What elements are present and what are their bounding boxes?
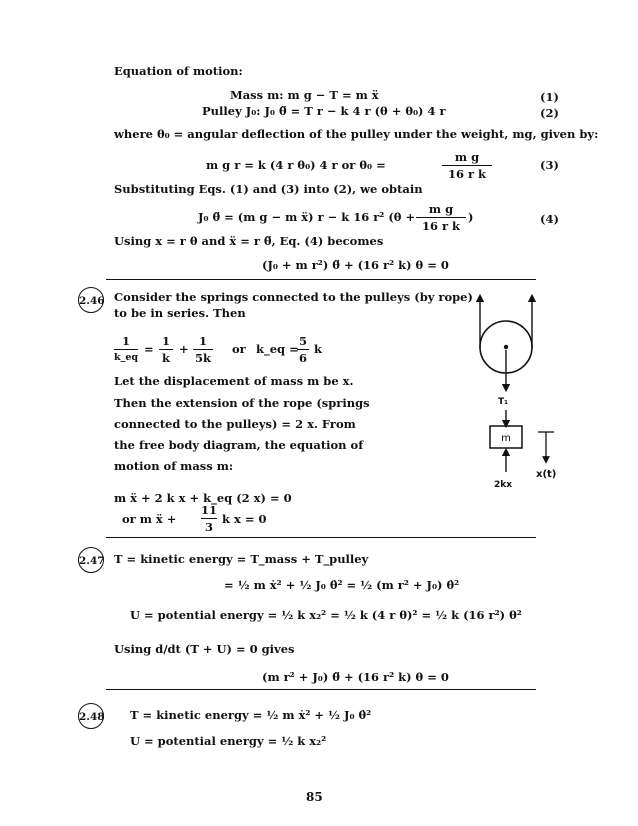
label-x-of-t: x(t)	[536, 469, 557, 480]
keq-term2-den: 5k	[195, 351, 211, 365]
static-frac-num: m g	[454, 150, 480, 164]
problem-badge-2-48: 2.48	[78, 703, 104, 729]
p246-intro-line-1: Consider the springs connected to the pulleys (by rope)	[114, 290, 473, 304]
section-divider	[106, 689, 536, 690]
pulley-axle	[504, 345, 508, 349]
substitution-line: Substituting Eqs. (1) and (3) into (2), we obtain	[114, 182, 423, 196]
final-equation-245: (J₀ + m r²) θ̈ + (16 r² k) θ = 0	[262, 258, 449, 272]
p246-line-4: the free body diagram, the equation of	[114, 438, 364, 452]
eq4-frac-bar	[416, 217, 466, 218]
p246-intro-line-2: to be in series. Then	[114, 306, 246, 320]
static-frac-bar	[442, 165, 492, 166]
eq4-close-paren: )	[468, 210, 474, 224]
keq-equals: =	[144, 342, 154, 356]
eq-tag-1: (1)	[540, 90, 559, 104]
p247-final-equation: (m r² + J₀) θ̈ + (16 r² k) θ = 0	[262, 670, 449, 684]
eq4-frac-den: 16 r k	[421, 219, 461, 233]
p246-eom-2-den: 3	[204, 520, 213, 534]
keq-term2-bar	[193, 349, 213, 350]
p247-using-line: Using d/dt (T + U) = 0 gives	[114, 642, 295, 656]
where-line: where θ₀ = angular deflection of the pulley under the weight, mg, given by:	[114, 127, 599, 141]
keq-plus: +	[179, 342, 189, 356]
pulley-equation: Pulley J₀: J₀ θ̈ = T r − k 4 r (θ + θ₀) 4 r	[202, 104, 446, 118]
label-2kx: 2kx	[494, 480, 513, 490]
keq-lhs-den: k_eq	[113, 352, 139, 363]
label-mass: m	[501, 433, 511, 444]
keq-term1-den: k	[162, 351, 170, 365]
section-divider	[106, 537, 536, 538]
p247-kinetic-energy: T = kinetic energy = T_mass + T_pulley	[114, 552, 369, 566]
p246-eom-1: m ẍ + 2 k x + k_eq (2 x) = 0	[114, 491, 292, 505]
keq-term2-num: 1	[198, 334, 207, 348]
eq4-frac-num: m g	[428, 202, 454, 216]
page-number: 85	[306, 790, 323, 804]
eq-tag-3: (3)	[540, 158, 559, 172]
keq-term1-bar	[159, 349, 173, 350]
p246-line-3: connected to the pulleys) = 2 x. From	[114, 417, 356, 431]
p248-potential-energy: U = potential energy = ½ k x₂²	[130, 734, 327, 748]
p246-eom-2-lhs: or m ẍ +	[122, 512, 177, 526]
eq4-lhs: J₀ θ̈ = (m g − m ẍ) r − k 16 r² (θ +	[198, 210, 416, 224]
keq-or: or	[232, 342, 246, 356]
keq-lhs-bar	[114, 349, 138, 350]
eq-tag-4: (4)	[540, 212, 559, 226]
section-divider	[106, 279, 536, 280]
mass-equation: Mass m: m g − T = m ẍ	[230, 88, 379, 102]
static-equation: m g r = k (4 r θ₀) 4 r or θ₀ =	[206, 158, 386, 172]
eq-tag-2: (2)	[540, 106, 559, 120]
keq-result-num: 5	[298, 334, 307, 348]
p248-kinetic-energy: T = kinetic energy = ½ m ẋ² + ½ J₀ θ̇²	[130, 708, 372, 722]
problem-badge-2-47: 2.47	[78, 547, 104, 573]
equation-of-motion-heading: Equation of motion:	[114, 64, 243, 78]
problem-badge-2-46: 2.46	[78, 287, 104, 313]
free-body-diagram	[460, 292, 560, 492]
static-frac-den: 16 r k	[447, 167, 487, 181]
keq-result-bar	[297, 349, 309, 350]
p247-potential-energy: U = potential energy = ½ k x₂² = ½ k (4 r θ)² = ½ k (16 r²) θ²	[130, 608, 522, 622]
p246-line-1: Let the displacement of mass m be x.	[114, 374, 354, 388]
p247-kinetic-expansion: = ½ m ẋ² + ½ J₀ θ̇² = ½ (m r² + J₀) θ̇²	[224, 578, 460, 592]
keq-term1-num: 1	[161, 334, 170, 348]
p246-line-5: motion of mass m:	[114, 459, 234, 473]
p246-eom-2-num: 11	[200, 503, 217, 517]
p246-eom-2-bar	[201, 518, 217, 519]
p246-line-2: Then the extension of the rope (springs	[114, 396, 370, 410]
label-T1: T₁	[498, 397, 509, 407]
keq-lhs-num: 1	[121, 334, 130, 348]
keq-result-rhs: k	[314, 342, 322, 356]
using-line: Using x = r θ and ẍ = r θ̈, Eq. (4) becomes	[114, 234, 384, 248]
keq-result-den: 6	[298, 351, 307, 365]
p246-eom-2-rhs: k x = 0	[222, 512, 267, 526]
keq-result-lhs: k_eq =	[256, 342, 299, 356]
